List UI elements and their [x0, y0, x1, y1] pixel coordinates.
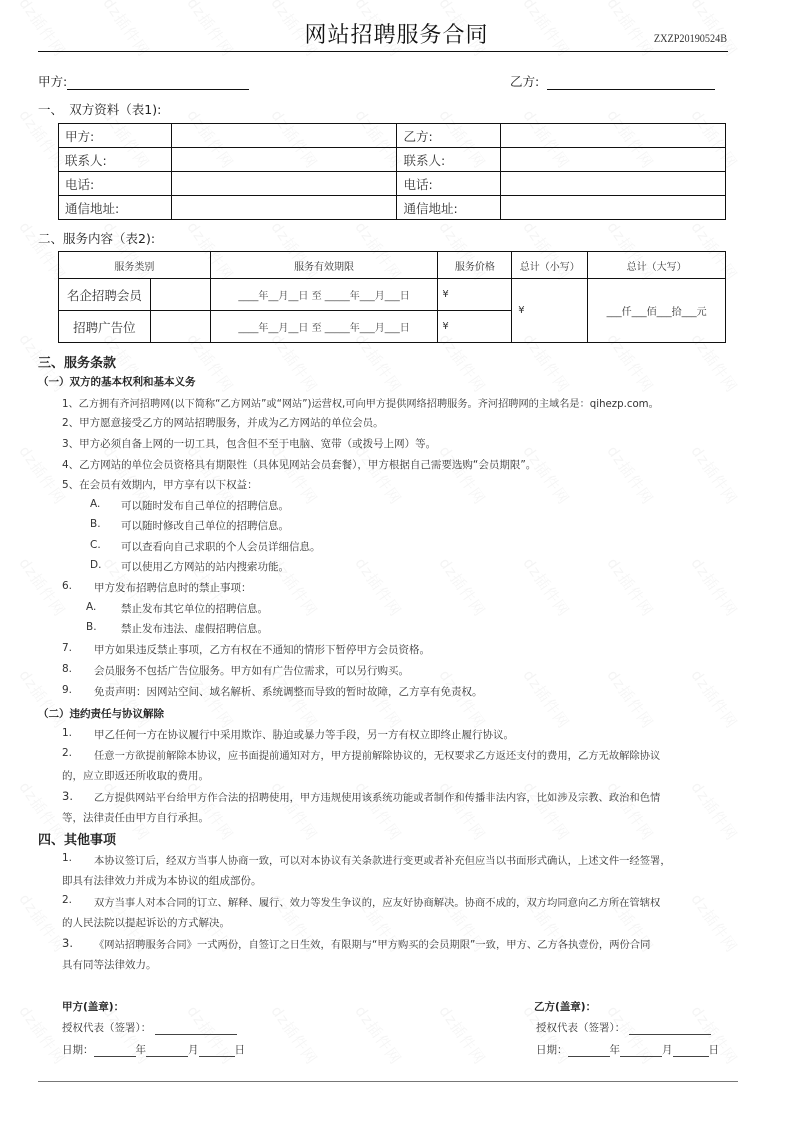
- table-row: [59, 196, 726, 220]
- right-text: 可以使用乙方网站的站内搜索功能。: [121, 561, 289, 573]
- right-marker: C.: [90, 539, 101, 551]
- clause-item: 4、乙方网站的单位会员资格具有期限性（具体见网站会员套餐），甲方根据自己需要选购“会员期限”。: [62, 459, 537, 471]
- party-b-rep-label: 授权代表（签署）：: [536, 1022, 626, 1034]
- watermark-text: [16, 668, 67, 732]
- party-a-rep-signature-field[interactable]: [155, 1024, 237, 1035]
- prohibition-marker: B.: [86, 621, 97, 633]
- party-b-line: [510, 72, 715, 90]
- clause-marker: 7.: [62, 642, 73, 654]
- phone-a-value-cell[interactable]: [171, 172, 397, 196]
- party-b-month-field[interactable]: [620, 1046, 662, 1057]
- clause-text-continued: 即具有法律效力并成为本协议的组成部份。: [62, 875, 262, 887]
- party-b-date-line: [536, 1042, 719, 1057]
- contact-a-label-cell: 联系人:: [59, 148, 172, 172]
- service-category-cell: 名企招聘会员: [59, 279, 151, 311]
- clause-text-continued: 的人民法院以提起诉讼的方式解决。: [62, 917, 230, 929]
- section-1-title: 一、 双方资料（表1):: [38, 102, 162, 117]
- clause-text: 任意一方欲提前解除本协议，应书面提前通知对方，甲方提前解除协议的，无权要求乙方返还支付的费用，乙方无故解除协议: [94, 750, 661, 762]
- service-table: [58, 251, 726, 343]
- contact-b-value-cell[interactable]: [501, 148, 726, 172]
- watermark-text: [16, 556, 67, 620]
- watermark-text: [604, 1004, 655, 1068]
- watermark-text: [688, 780, 739, 844]
- day-label: 日: [234, 1044, 245, 1056]
- section-3-title: 三、服务条款: [38, 356, 117, 371]
- clause-text: 会员服务不包括广告位服务。甲方如有广告位需求，可以另行购买。: [94, 665, 409, 677]
- header-service-price: 服务价格: [438, 252, 512, 279]
- watermark-text: [688, 556, 739, 620]
- party-a-day-field[interactable]: [199, 1046, 235, 1057]
- watermark-text: [352, 1004, 403, 1068]
- contact-b-label-cell: 联系人:: [397, 148, 501, 172]
- table-row: [59, 148, 726, 172]
- document-code: ZXZP20190524B: [653, 31, 727, 45]
- address-a-label-cell: 通信地址:: [59, 196, 172, 220]
- address-b-label-cell: 通信地址:: [397, 196, 501, 220]
- watermark-text: [604, 556, 655, 620]
- clause-marker: 2.: [62, 894, 73, 906]
- party-a-date-line: [62, 1042, 245, 1057]
- party-a-rep-label: 授权代表（签署）：: [62, 1022, 152, 1034]
- watermark-text: [520, 668, 571, 732]
- party-b-rep-signature-field[interactable]: [629, 1024, 711, 1035]
- watermark-text: [688, 892, 739, 956]
- table-header-row: [59, 252, 726, 279]
- watermark-text: [436, 444, 487, 508]
- watermark-text: [352, 444, 403, 508]
- clause-marker: 2.: [62, 747, 73, 759]
- party-a-value-cell[interactable]: [171, 124, 397, 148]
- clause-marker: 3.: [62, 789, 73, 803]
- header-service-type: 服务类别: [59, 252, 211, 279]
- watermark-text: [436, 1004, 487, 1068]
- clause-text: 免责声明：因网站空间、域名解析、系统调整而导致的暂时故障，乙方享有免责权。: [94, 686, 483, 698]
- header-total-small: 总计（小写）: [512, 252, 588, 279]
- watermark-text: [268, 1004, 319, 1068]
- party-a-stamp-label: 甲方(盖章)：: [62, 1001, 125, 1013]
- watermark-text: [16, 1004, 67, 1068]
- total-big-cell[interactable]: ___仟___佰___拾___元: [588, 279, 726, 343]
- table-row: [59, 124, 726, 148]
- party-a-year-field[interactable]: [94, 1046, 136, 1057]
- clause-text-continued: 等，法律责任由甲方自行承担。: [62, 812, 209, 824]
- clause-text-continued: 具有同等法律效力。: [62, 959, 157, 971]
- table-row: [59, 172, 726, 196]
- party-b-label: 乙方:: [510, 74, 540, 89]
- phone-a-label-cell: 电话:: [59, 172, 172, 196]
- section-2-title: 二、服务内容（表2):: [38, 231, 156, 246]
- clause-text: 《网站招聘服务合同》一式两份，自签订之日生效，有限期与“甲方购买的会员期限”一致，甲方、乙方各执壹份，两份合同: [94, 939, 651, 951]
- service-period-cell[interactable]: ____年__月__日 至 _____年___月___日: [210, 311, 438, 343]
- watermark-text: [604, 668, 655, 732]
- clause-marker: 9.: [62, 684, 73, 696]
- party-b-name-field[interactable]: [547, 76, 715, 90]
- header-total-big: 总计（大写）: [588, 252, 726, 279]
- document-title: 网站招聘服务合同: [304, 23, 489, 48]
- party-b-day-field[interactable]: [673, 1046, 709, 1057]
- contact-a-value-cell[interactable]: [171, 148, 397, 172]
- watermark-text: [520, 444, 571, 508]
- watermark-text: [436, 556, 487, 620]
- clause-text: 甲乙任何一方在协议履行中采用欺诈、胁迫或暴力等手段，另一方有权立即终止履行协议。: [94, 729, 514, 741]
- service-price-cell[interactable]: ¥: [438, 311, 512, 343]
- footer-divider: [38, 1081, 738, 1082]
- party-info-table: [58, 123, 726, 220]
- party-b-year-field[interactable]: [568, 1046, 610, 1057]
- party-b-rep-line: [536, 1020, 711, 1035]
- address-b-value-cell[interactable]: [501, 196, 726, 220]
- phone-b-value-cell[interactable]: [501, 172, 726, 196]
- party-b-label-cell: 乙方:: [397, 124, 501, 148]
- watermark-text: [604, 444, 655, 508]
- month-label: 月: [188, 1044, 199, 1056]
- clause-marker: 3.: [62, 936, 73, 950]
- watermark-text: [16, 444, 67, 508]
- party-a-line: [38, 72, 249, 90]
- clause-marker: 1.: [62, 727, 73, 739]
- clause-text: 甲方发布招聘信息时的禁止事项：: [94, 582, 252, 594]
- right-text: 可以随时发布自己单位的招聘信息。: [121, 500, 289, 512]
- right-marker: A.: [90, 498, 101, 510]
- party-b-value-cell[interactable]: [501, 124, 726, 148]
- month-label: 月: [662, 1044, 673, 1056]
- watermark-text: [436, 668, 487, 732]
- subsection-1-title: （一）双方的基本权利和基本义务: [38, 376, 196, 388]
- party-b-date-label: 日期：: [536, 1044, 568, 1056]
- watermark-text: [688, 668, 739, 732]
- party-a-label: 甲方:: [38, 74, 68, 89]
- clause-item: 3、甲方必须自备上网的一切工具，包含但不至于电脑、宽带（或拨号上网）等。: [62, 438, 437, 450]
- subsection-2-title: （二）违约责任与协议解除: [38, 708, 164, 720]
- year-label: 年: [135, 1044, 146, 1056]
- clause-text: 双方当事人对本合同的订立、解释、履行、效力等发生争议的，应友好协商解决。协商不成的，双方均同意向乙方所在管辖权: [94, 897, 661, 909]
- party-a-rep-line: [62, 1020, 237, 1035]
- watermark-text: [352, 556, 403, 620]
- clause-item: 1、乙方拥有齐河招聘网(以下简称“乙方网站”或“网站”)运营权,可向甲方提供网络招聘服务。齐河招聘网的主域名是：qihezp.com。: [62, 399, 659, 410]
- clause-marker: 6.: [62, 580, 73, 592]
- clause-marker: 1.: [62, 852, 73, 864]
- right-marker: B.: [90, 518, 101, 530]
- clause-text: 本协议签订后，经双方当事人协商一致，可以对本协议有关条款进行变更或者补充但应当以书面形式确认，上述文件一经签署，: [94, 855, 671, 867]
- party-a-label-cell: 甲方:: [59, 124, 172, 148]
- watermark-text: [16, 892, 67, 956]
- clause-item: 2、甲方愿意接受乙方的网站招聘服务，并成为乙方网站的单位会员。: [62, 417, 384, 429]
- party-b-stamp-label: 乙方(盖章)：: [534, 1001, 597, 1013]
- party-a-month-field[interactable]: [146, 1046, 188, 1057]
- prohibition-text: 禁止发布其它单位的招聘信息。: [121, 603, 268, 615]
- service-price-cell[interactable]: ¥: [438, 279, 512, 311]
- clause-text: 乙方提供网站平台给甲方作合法的招聘使用，甲方违规使用该系统功能或者制作和传播非法内容，比如涉及宗教、政治和色情: [94, 792, 661, 804]
- service-extra-cell[interactable]: [150, 279, 210, 311]
- watermark-text: [688, 444, 739, 508]
- service-category-cell: 招聘广告位: [59, 311, 151, 343]
- table-row: [59, 279, 726, 311]
- header-service-period: 服务有效期限: [210, 252, 438, 279]
- clause-text: 甲方如果违反禁止事项，乙方有权在不通知的情形下暂停甲方会员资格。: [94, 644, 430, 656]
- party-a-date-label: 日期：: [62, 1044, 94, 1056]
- total-small-cell[interactable]: ¥: [512, 279, 588, 343]
- clause-marker: 8.: [62, 663, 73, 675]
- section-4-title: 四、其他事项: [38, 833, 117, 848]
- right-marker: D.: [90, 559, 102, 571]
- right-text: 可以随时修改自己单位的招聘信息。: [121, 520, 289, 532]
- clause-item: 5、在会员有效期内，甲方享有以下权益：: [62, 479, 258, 491]
- header-divider: [38, 51, 728, 52]
- prohibition-text: 禁止发布违法、虚假招聘信息。: [121, 623, 268, 635]
- phone-b-label-cell: 电话:: [397, 172, 501, 196]
- address-a-value-cell[interactable]: [171, 196, 397, 220]
- service-extra-cell[interactable]: [150, 311, 210, 343]
- right-text: 可以查看向自己求职的个人会员详细信息。: [121, 541, 321, 553]
- watermark-text: [184, 1004, 235, 1068]
- clause-text-continued: 的，应立即返还所收取的费用。: [62, 770, 209, 782]
- service-period-cell[interactable]: ____年__月__日 至 _____年___月___日: [210, 279, 438, 311]
- prohibition-marker: A.: [86, 601, 97, 613]
- watermark-text: [520, 556, 571, 620]
- year-label: 年: [609, 1044, 620, 1056]
- watermark-text: [688, 1004, 739, 1068]
- party-a-name-field[interactable]: [67, 76, 249, 90]
- day-label: 日: [708, 1044, 719, 1056]
